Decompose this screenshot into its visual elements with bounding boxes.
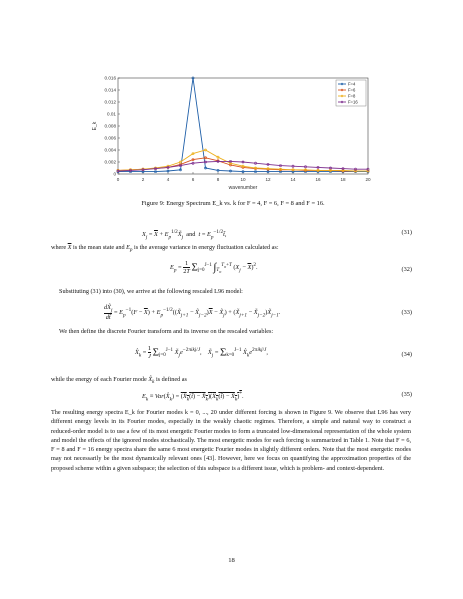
- text-energy: while the energy of each Fourier mode $X̂_k$ is defined as: [51, 376, 187, 386]
- y-tick-label: 0: [113, 171, 116, 177]
- equation-33: $\frac{dX̃_j}{dt̃}$ = $E_p^{-1}(F - \overline{X})$ + $E_p^{-1/2}((X̃_{j+1}$ − $X̃_{j-2})\overline{X}$ − $X̃_j$) + ($X̃_{j+1}$ − $X̃_{j-2})X̃_{j-1}$.: [104, 304, 281, 322]
- eq33-number: (33): [401, 309, 412, 316]
- x-tick-label: 12: [265, 177, 271, 182]
- x-tick-label: 10: [240, 177, 246, 182]
- y-tick-label: 0.006: [104, 135, 116, 141]
- legend-label: F=16: [348, 99, 358, 105]
- plot-frame: [118, 78, 368, 174]
- x-tick-label: 20: [365, 177, 371, 182]
- body-paragraph: The resulting energy spectra E_k for Fourier modes k = 0, ..., 20 under different forcing is shown in Figure 9. We observe that L96 has very different energy levels in its Fourier modes, especially in the weakly chaotic regimes. Therefore, a simple and natural way to construct a reduced-order model is to use a few of its most energetic Fourier modes to form a truncated low-dimensional representation of the whole system and model the effects of the ignored modes stochastically. The most energetic modes for each forcing is summarized in Table 1. Note that F = 6, F = 8 and F = 16 energy spectra share the same 6 most energetic Fourier modes in slightly different orders. Note that the most energetic modes may not necessarily be the most dynamically relevant ones [43]. However, here we focus on quantifying the approximation properties of the proposed scheme within a given subspace; the selection of this subspace is a different issue, which is problem- and context-dependent.: [51, 409, 411, 472]
- axes-layer: [92, 76, 371, 191]
- equation-32: $E_p$ = $\frac{1}{2T}$ $\Sigma_{j=0}^{J-1}$ $\int_{T_o}^{T_o+T}$ $(X_j - \overline{X})^2$.: [170, 260, 258, 275]
- eq31-number: (31): [401, 229, 412, 236]
- y-tick-label: 0.008: [104, 123, 116, 129]
- y-tick-label: 0.014: [104, 87, 116, 93]
- legend-label: F=8: [348, 93, 356, 99]
- page-number: 18: [228, 557, 235, 564]
- eq32-number: (32): [401, 266, 412, 273]
- eq35-number: (35): [401, 391, 412, 398]
- x-axis-label: wavenumber: [228, 185, 258, 191]
- equation-34: $X̂_k$ = $\frac{1}{J}$ $\Sigma_{j=0}^{J-1}$ $X̃_je^{-2\pi ikj/J}$, $X̃_j = \Sigma_{k=0}^{J-1}$ $X̂_ke^{2\pi ikj/J}$,: [135, 345, 268, 360]
- y-tick-label: 0.016: [104, 75, 116, 81]
- x-tick-label: 16: [315, 177, 321, 182]
- legend-label: F=6: [348, 87, 356, 93]
- text-dft: We then define the discrete Fourier transform and its inverse on the rescaled variables:: [59, 328, 274, 335]
- x-tick-label: 18: [340, 177, 346, 182]
- y-tick-label: 0.002: [104, 159, 116, 165]
- chart-svg: [86, 72, 376, 198]
- text-where: where $\overline{X}$ is the mean state and $E_p$ is the average variance in energy fluctuation calculated as:: [51, 244, 279, 254]
- y-tick-label: 0.004: [104, 147, 116, 153]
- x-tick-label: 0: [116, 177, 120, 182]
- figure-caption: Figure 9: Energy Spectrum E_k vs. k for F = 4, F = 6, F = 8 and F = 16.: [141, 200, 325, 207]
- legend-layer: [336, 80, 366, 106]
- y-tick-label: 0.012: [104, 99, 116, 105]
- x-tick-label: 4: [166, 177, 170, 182]
- y-axis-label: E_k: [92, 121, 98, 131]
- equation-35: $E_k$ ≡ $Var(X̂_k)$ = ($X̂_k(t̃)$ − $X̄_k)(X̂_k(t̃)$ − $X̄_k)^*$.: [142, 391, 244, 403]
- x-tick-label: 2: [141, 177, 145, 182]
- x-tick-label: 8: [216, 177, 220, 182]
- text-subst: Substituting (31) into (30), we arrive at the following rescaled L96 model:: [59, 288, 243, 295]
- x-tick-label: 6: [191, 177, 195, 182]
- eq34-number: (34): [401, 351, 412, 358]
- y-tick-label: 0.01: [107, 111, 116, 117]
- x-tick-label: 14: [290, 177, 296, 182]
- equation-31: $X_j = \overline{X}$ + $E_p^{1/2}X̃_j$ and $t = E_p^{-1/2}t̃$,: [142, 229, 227, 241]
- legend-label: F=4: [348, 81, 356, 87]
- energy-spectrum-chart: [86, 72, 376, 198]
